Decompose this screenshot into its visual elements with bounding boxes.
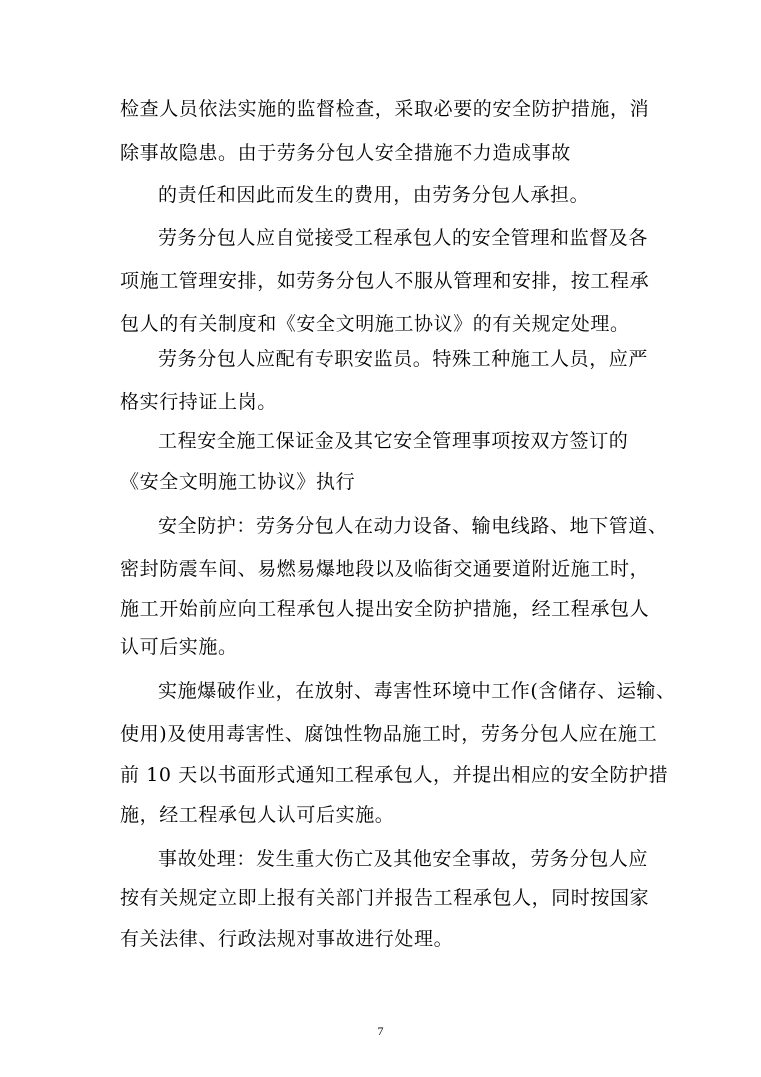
- text-line-4: 劳务分包人应自觉接受工程承包人的安全管理和监督及各: [158, 227, 649, 249]
- text-line-7: 劳务分包人应配有专职安监员。特殊工种施工人员，应严: [158, 348, 649, 370]
- text-line-11: 安全防护：劳务分包人在动力设备、输电线路、地下管道、: [158, 515, 668, 537]
- text-line-13: 施工开始前应向工程承包人提出安全防护措施，经工程承包人: [120, 598, 650, 620]
- text-line-20: 按有关规定立即上报有关部门并报告工程承包人，同时按国家: [120, 887, 650, 909]
- text-line-8: 格实行持证上岗。: [120, 391, 277, 413]
- text-line-19: 事故处理：发生重大伤亡及其他安全事故，劳务分包人应: [158, 848, 649, 870]
- text-line-1: 检查人员依法实施的监督检查，采取必要的安全防护措施，消: [120, 98, 650, 120]
- text-line-18: 施，经工程承包人认可后实施。: [120, 804, 395, 826]
- text-line-15: 实施爆破作业，在放射、毒害性环境中工作(含储存、运输、: [158, 680, 676, 702]
- text-line-17: 前 10 天以书面形式通知工程承包人，并提出相应的安全防护措: [120, 764, 669, 786]
- text-line-16: 使用)及使用毒害性、腐蚀性物品施工时，劳务分包人应在施工: [120, 723, 658, 745]
- text-line-5: 项施工管理安排，如劳务分包人不服从管理和安排，按工程承: [120, 270, 650, 292]
- text-line-12: 密封防震车间、易燃易爆地段以及临街交通要道附近施工时，: [120, 558, 650, 580]
- text-line-9: 工程安全施工保证金及其它安全管理事项按双方签订的: [158, 430, 629, 452]
- text-line-2: 除事故隐患。由于劳务分包人安全措施不力造成事故: [120, 142, 571, 164]
- text-line-14: 认可后实施。: [120, 636, 238, 658]
- text-line-3: 的责任和因此而发生的费用，由劳务分包人承担。: [158, 184, 590, 206]
- text-line-6: 包人的有关制度和《安全文明施工协议》的有关规定处理。: [120, 313, 630, 335]
- text-line-21: 有关法律、行政法规对事故进行处理。: [120, 928, 454, 950]
- page-number: 7: [377, 1024, 384, 1038]
- text-line-10: 《安全文明施工协议》执行: [120, 471, 356, 493]
